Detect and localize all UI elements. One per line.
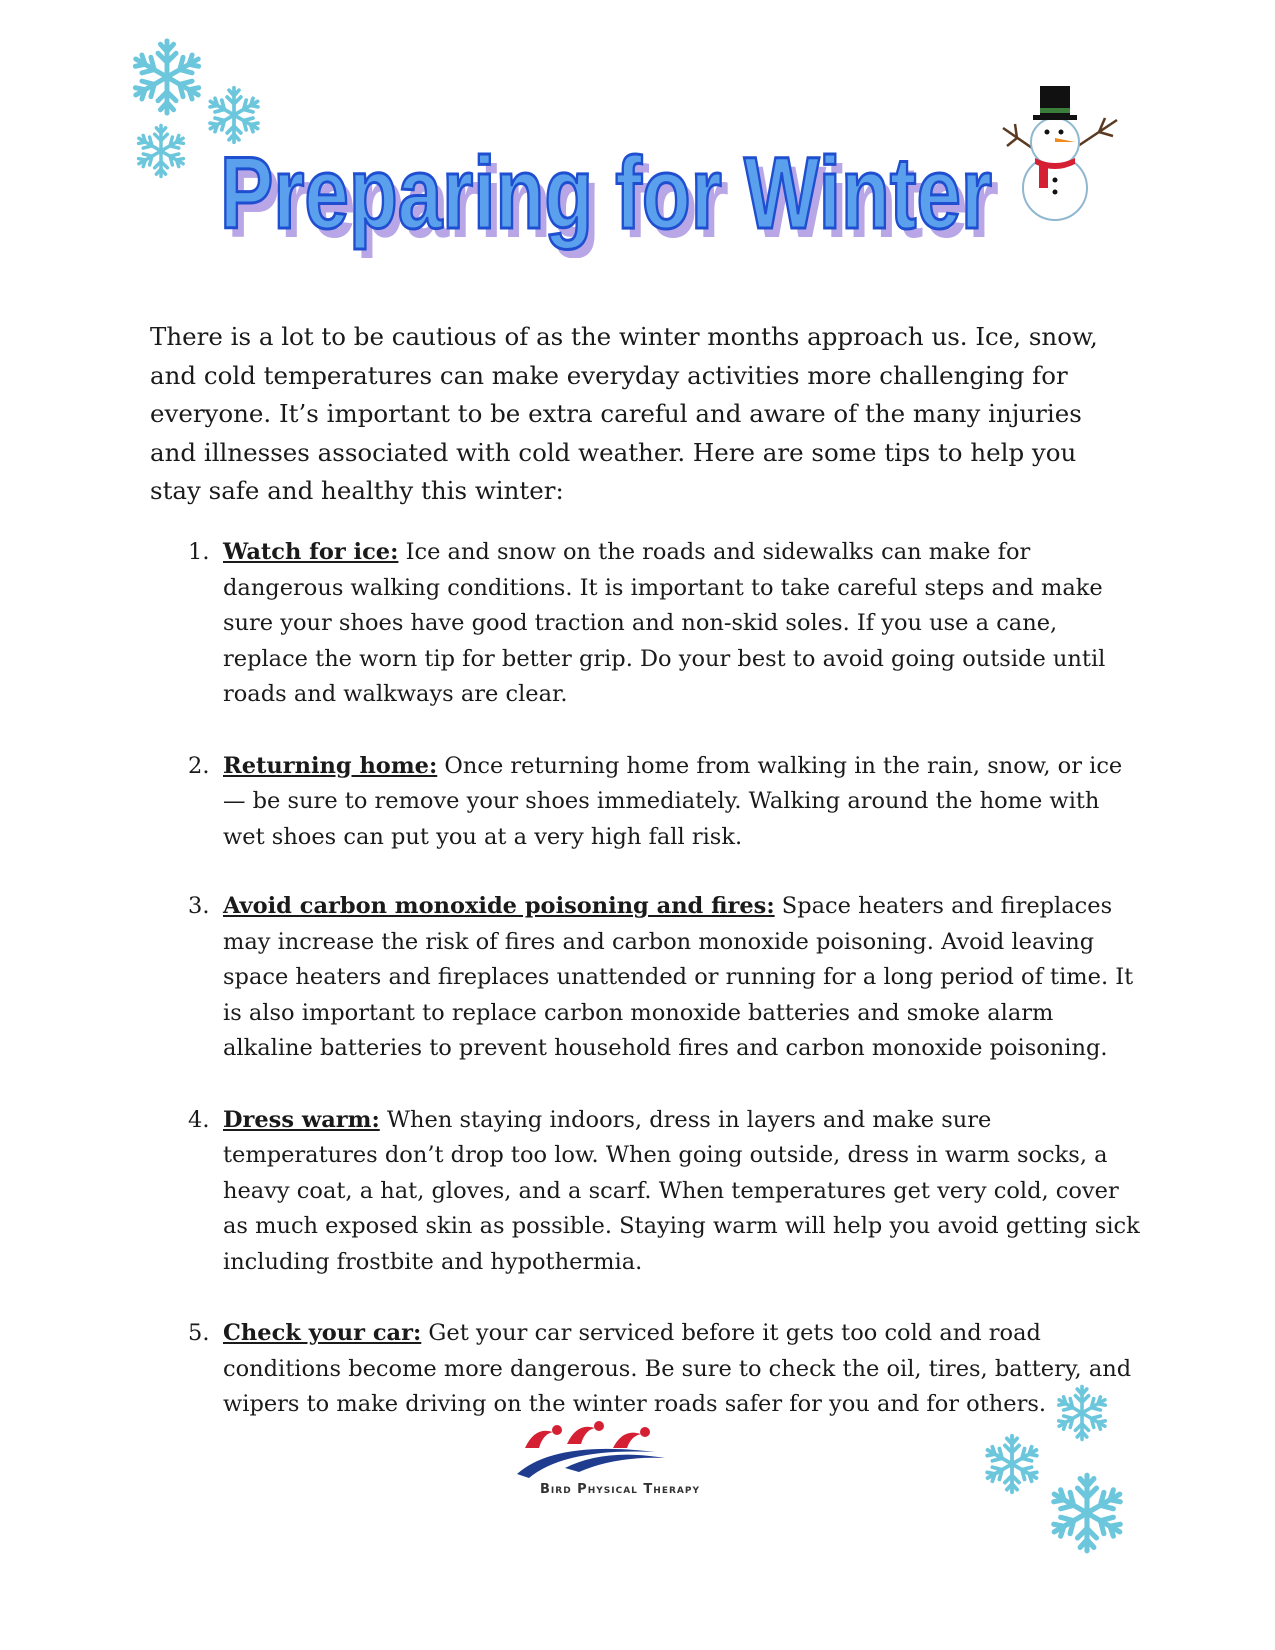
tip-heading: Watch for ice: xyxy=(223,539,399,565)
snowflake-icon xyxy=(1044,1470,1130,1556)
list-number: 5. xyxy=(188,1320,210,1346)
list-item xyxy=(150,535,1140,713)
tip-body: Space heaters and fireplaces may increase the risk of fires and carbon monoxide poisoning. Avoid leaving space heaters and fireplaces unattended or running for a long period of time. It is also important to replace carbon monoxide batteries and smoke alarm alkaline batteries to prevent household fires and carbon monoxide poisoning. xyxy=(223,893,1134,1061)
logo-mark-icon xyxy=(495,1418,745,1482)
tip-body: Ice and snow on the roads and sidewalks can make for dangerous walking conditions. It is important to take careful steps and make sure your shoes have good traction and non-skid soles. If you use a cane, replace the worn tip for better grip. Do your best to avoid going outside until roads and walkways are clear. xyxy=(223,539,1106,707)
snowflake-icon xyxy=(980,1432,1044,1496)
intro-paragraph: There is a lot to be cautious of as the winter months approach us. Ice, snow, and cold temperatures can make everyday activities more challenging for everyone. It’s important to be extra careful and aware of the many injuries and illnesses associated with cold weather. Here are some tips to help you stay safe and healthy this winter: xyxy=(150,322,1098,505)
tip-body: When staying indoors, dress in layers and make sure temperatures don’t drop too low. When going outside, dress in warm socks, a heavy coat, a hat, gloves, and a scarf. When temperatures get very cold, cover as much exposed skin as possible. Staying warm will help you avoid getting sick including frostbite and hypothermia. xyxy=(223,1106,1140,1275)
snowman-icon xyxy=(995,80,1140,225)
snowflake-icon xyxy=(1052,1383,1112,1443)
logo-text: Bird Physical Therapy xyxy=(540,1482,700,1497)
list-number: 2. xyxy=(188,752,210,779)
title-text: Preparing for Winter xyxy=(220,136,992,250)
list-item xyxy=(150,1316,1140,1423)
snowflake-icon xyxy=(132,122,190,180)
tip-heading: Check your car: xyxy=(223,1320,422,1346)
list-number: 3. xyxy=(188,893,210,919)
list-number: 4. xyxy=(188,1106,210,1133)
svg-text:Preparing for Winter: Preparing for Winter xyxy=(227,145,999,258)
tip-heading: Returning home: xyxy=(223,752,438,779)
list-item xyxy=(150,1103,1140,1281)
list-item xyxy=(150,889,1140,1067)
list-number: 1. xyxy=(188,539,210,565)
list-item xyxy=(150,749,1140,856)
snowflake-icon xyxy=(126,36,208,118)
page-title xyxy=(212,128,1012,258)
tips-list xyxy=(150,535,1140,1423)
tip-heading: Dress warm: xyxy=(223,1106,380,1133)
tip-body: Get your car serviced before it gets too cold and road conditions become more dangerous. Be sure to check the oil, tires, battery, and wipers to make driving on the winter roads safer for you and for others. xyxy=(223,1320,1132,1417)
bird-physical-therapy-logo xyxy=(495,1418,745,1510)
tip-heading: Avoid carbon monoxide poisoning and fires: xyxy=(223,893,775,919)
tip-body: Once returning home from walking in the rain, snow, or ice — be sure to remove your shoes immediately. Walking around the home with wet shoes can put you at a very high fall risk. xyxy=(223,752,1123,850)
